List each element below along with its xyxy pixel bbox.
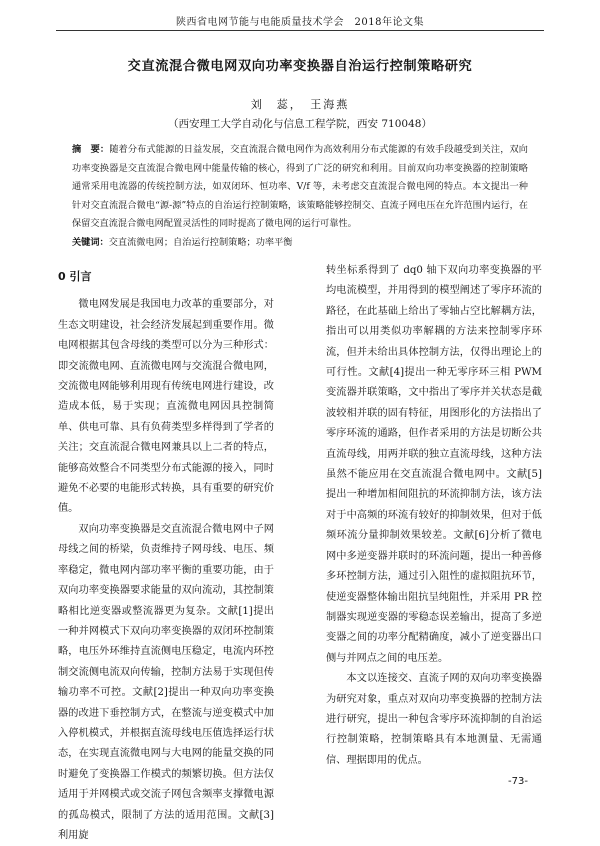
right-column [326,261,542,771]
abstract-label: 摘 要： [72,144,110,155]
page-header: 陕西省电网节能与电能质量技术学会 2018年论文集 [176,17,424,28]
page-number: -73- [508,776,528,787]
paper-authors: 刘 蕊， 王海燕 [250,98,350,111]
keywords-text: 交直流微电网；自治运行控制策略；功率平衡 [108,237,293,248]
right-paragraph-2: 本文以连接交、直流子网的双向功率变换器为研究对象，重点对双向功率变换器的控制方法进行研究，提出一种包含零序环流抑制的自治运行控制策略，控制策略具有本地测量、无需通信、理据即用的优点。 [326,673,542,766]
abstract [72,141,528,234]
abstract-text: 随着分布式能源的日益发展，交直流混合微电网作为高效利用分布式能源的有效手段越受到关注，双向功率变换器是交直流混合微电网中能量传输的核心，得到了广泛的研究和利用。目前双向功率变换器的控制策略通常采用电流器的传统控制方法，如双闭环、恒功率、V/f 等，未考虑交直流混合微电网的特点。本文提出一种针对交直流混合微电“源-源”特点的自治运行控制策略，该策略能够控制交、直流子网电压在允许范围内运行，在保留交直流混合微电网配置灵活性的同时提高了微电网的运行可靠性。 [72,144,528,230]
header-rule [56,30,544,31]
paper-affiliation: （西安理工大学自动化与信息工程学院，西安 710048） [168,118,432,130]
keywords-label: 关键词： [72,237,109,248]
right-paragraph-1: 转坐标系得到了 dq0 轴下双向功率变换器的平均电流模型，并用得到的模型阐述了零序环流的路径，在此基础上给出了零轴占空比解耦方法，指出可以用类似功率解耦的方法来控制零序环流，但并未给出具体控制方法，仅得出理论上的可行性。文献[4]提出一种无零序环三相 PWM 变流器并联策略，文中指出了零序并关状态是截波较相并联的固有特征，用图形化的方法指出了零序环流的通路，但作者采用的方法是切断公共直流母线，用两并联的独立直流母线，这种方法虽然不能应用在交直流混合微电网中。文献[5]提出一种增加相间阻抗的环流抑制方法，该方法对于中高频的环流有较好的抑制效果，但对于低频环流分量抑制效果较差。文献[6]分析了微电网中多逆变器并联时的环流问题，提出一种善修多环控制方法，通过引入阻性的虚拟阻抗环节，使逆变器整体输出阻抗呈纯阻性，并采用 PR 控制器实现逆变器的零稳态误差输出，提高了多逆变器之间的功率分配精确度，减小了逆变器出口侧与并网点之间的电压差。 [326,265,542,664]
left-paragraph-2: 双向功率变换器是交直流混合微电网中子网母线之间的桥梁，负责维持子网母线、电压、频率稳定，微电网内部功率平衡的重要功能，由于双向功率变换器要求能量的双向流动，其控制策略相比逆变器或整流器更为复杂。文献[1]提出一种并网模式下双向功率变换器的双闭环控制策略，电压外环维持直流侧电压稳定，电流内环控制交流侧电流双向传输，控制方法易于实现但传输功率不可控。文献[2]提出一种双向功率变换器的改进下垂控制方式，在整流与逆变模式中加入停机模式，并根据直流母线电压值选择运行状态，在实现直流微电网与大电网的能量交换的同时避免了变换器工作模式的频繁切换。但方法仅适用于并网模式或交流子网包含频率支撑微电源的孤岛模式，限制了方法的适用范围。文献[3]利用旋 [58,523,274,841]
section-heading: 0 引言 [58,270,92,283]
keywords [72,234,528,252]
left-column [58,261,274,846]
paper-title: 交直流混合微电网双向功率变换器自治运行控制策略研究 [127,59,473,74]
left-paragraph-1: 微电网发展是我国电力改革的重要部分，对生态文明建设，社会经济发展起到重要作用。微电网根据其包含母线的类型可以分为三种形式：即交流微电网、直流微电网与交流混合微电网，交流微电网能够利用现有传统电网进行建设，改造成本低，易于实现；直流微电网因具控制简单、供电可靠、具有负荷类型多样得到了学者的关注；交直流混合微电网兼具以上二者的特点，能够高效整合不同类型分布式能源的接入，同时避免不必要的电能形式转换，具有重要的研究价值。 [58,299,274,515]
